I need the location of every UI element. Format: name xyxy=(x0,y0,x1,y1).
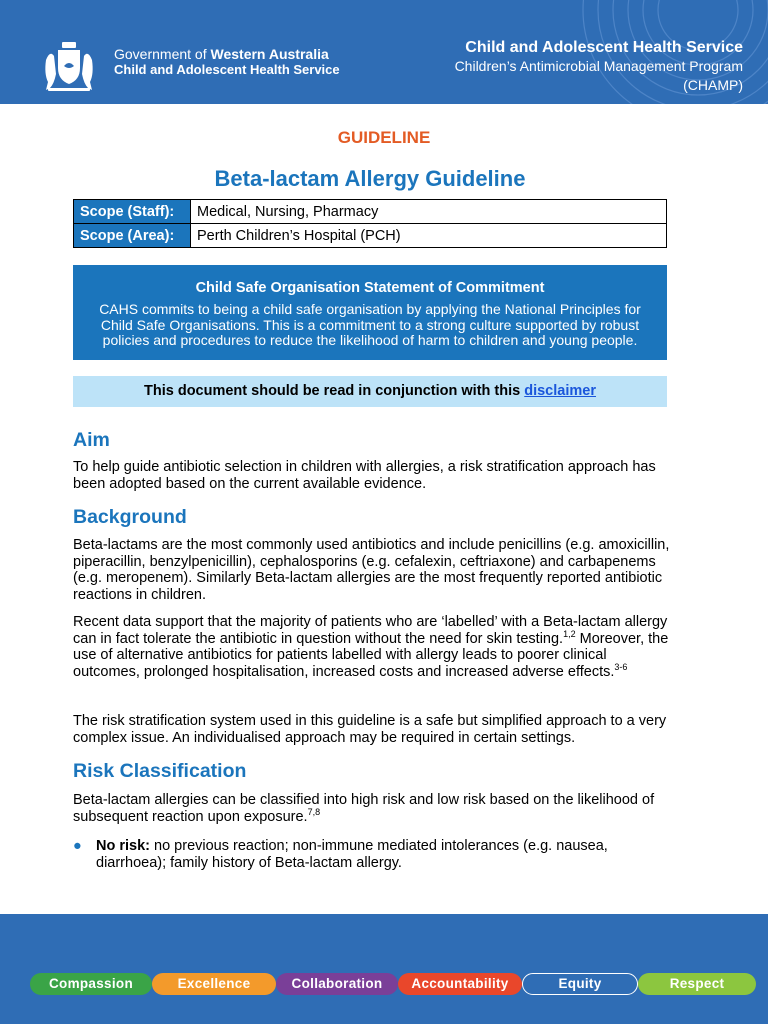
program-block xyxy=(455,38,743,95)
background-heading: Background xyxy=(73,506,187,528)
value-pill-excellence: Excellence xyxy=(152,973,276,995)
commitment-line: CAHS commits to being a child safe organisation by applying the National Principles for xyxy=(99,301,641,317)
commitment-line: policies and procedures to reduce the likelihood of harm to children and young people. xyxy=(102,332,638,348)
commitment-box xyxy=(73,265,667,360)
value-pill-collaboration: Collaboration xyxy=(276,973,398,995)
document-title: Beta-lactam Allergy Guideline xyxy=(214,166,526,191)
bullet-text: no previous reaction; non-immune mediated intolerances (e.g. nausea, diarrhoea); family history of Beta-lactam allergy. xyxy=(96,838,608,871)
values-bar xyxy=(30,973,756,995)
wa-crest-logo xyxy=(38,38,100,94)
value-pill-respect: Respect xyxy=(638,973,756,995)
background-paragraph-1: Beta-lactams are the most commonly used antibiotics and include penicillins (e.g. amoxicillin, piperacillin, benzylpenicillin), cephalosporins (e.g. cefalexin, ceftriaxone) and carbapenems (e.g. meropenem). Similarly Beta-lactam allergies are the most frequently reported antibiotic reactions in children. xyxy=(73,537,670,603)
document-type: GUIDELINE xyxy=(337,128,431,147)
commitment-line: Child Safe Organisations. This is a commitment to a strong culture supported by robust xyxy=(100,316,640,333)
scope-area-value: Perth Children’s Hospital (PCH) xyxy=(191,224,667,248)
program-abbreviation: (CHAMP) xyxy=(683,77,743,93)
program-organisation: Child and Adolescent Health Service xyxy=(465,39,743,56)
scope-table xyxy=(73,199,667,248)
commitment-text xyxy=(73,302,667,349)
page-header xyxy=(0,0,768,104)
bullet-label: No risk: xyxy=(96,838,150,854)
reference-superscript: 1,2 xyxy=(563,628,576,639)
scope-staff-row xyxy=(74,200,667,224)
service-name: Child and Adolescent Health Service xyxy=(114,62,340,77)
scope-area-label: Scope (Area): xyxy=(74,224,191,248)
program-name: Children’s Antimicrobial Management Program xyxy=(454,58,743,74)
aim-heading: Aim xyxy=(73,429,110,451)
disclaimer-link[interactable]: disclaimer xyxy=(524,383,596,399)
risk-intro: Beta-lactam allergies can be classified into high risk and low risk based on the likelihood of subsequent reaction upon exposure.$^{7,8}$ xyxy=(73,792,655,825)
disclaimer-notice xyxy=(73,376,667,407)
reference-superscript: 7,8 xyxy=(307,806,321,817)
reference-superscript: 3-6 xyxy=(614,661,628,672)
background-paragraph-3: The risk stratification system used in this guideline is a safe but simplified approach to a very complex issue. An individualised approach may be required in certain settings. xyxy=(73,713,667,746)
risk-heading: Risk Classification xyxy=(73,760,247,782)
value-pill-equity: Equity xyxy=(522,973,638,995)
aim-text: To help guide antibiotic selection in children with allergies, a risk stratification approach has been adopted based on the current available evidence. xyxy=(73,459,656,492)
scope-staff-label: Scope (Staff): xyxy=(74,200,191,224)
disclaimer-text: This document should be read in conjunction with this xyxy=(144,383,525,399)
government-name: Government of Western Australia xyxy=(114,46,329,62)
page-footer xyxy=(0,914,768,1024)
value-pill-compassion: Compassion xyxy=(30,973,152,995)
bullet-icon: ● xyxy=(73,838,82,854)
background-paragraph-2: Recent data support that the majority of patients who are ‘labelled’ with a Beta-lactam allergy can in fact tolerate the antibiotic in question without the need for skin testing.$^{1,2}$ Moreover, the use of alternative antibiotics for patients labelled with allergy leads to poorer clinical outcomes, prolonged hospitalisation, increased costs and increased adverse effects.$^{3-6}$ xyxy=(73,614,669,680)
scope-area-row xyxy=(74,224,667,248)
value-pill-accountability: Accountability xyxy=(398,973,522,995)
risk-bullet-no-risk xyxy=(73,838,673,872)
scope-staff-value: Medical, Nursing, Pharmacy xyxy=(191,200,667,224)
commitment-heading: Child Safe Organisation Statement of Commitment xyxy=(195,280,545,296)
